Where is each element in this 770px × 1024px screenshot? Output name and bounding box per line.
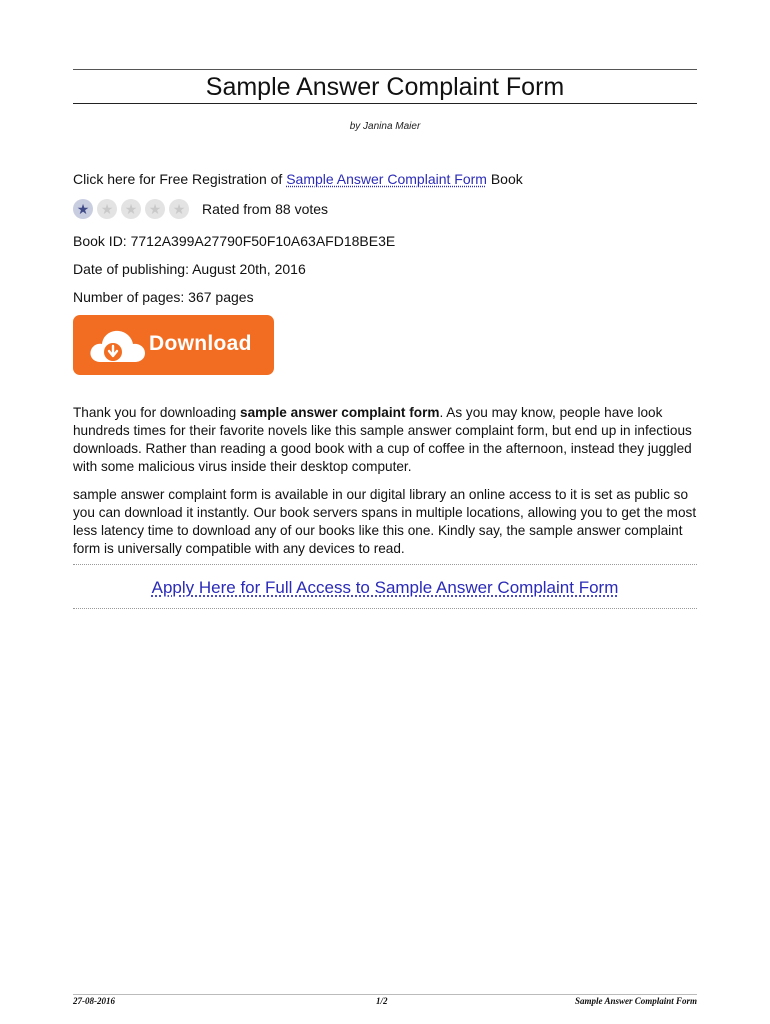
author-byline: by Janina Maier [349, 121, 421, 132]
apply-link-row [0, 577, 770, 599]
star-icon-2[interactable]: ★ [97, 199, 117, 219]
footer-title: Sample Answer Complaint Form [575, 996, 697, 1006]
page-count: Number of pages: 367 pages [73, 289, 254, 305]
star-icon-4[interactable]: ★ [145, 199, 165, 219]
download-label: Download [149, 332, 252, 355]
registration-line [73, 170, 523, 188]
intro-text-end: . As you may know, people have look hundreds times for their favorite novels like this sample answer complaint form, but end up in infectious downloads. Rather than reading a good book with a cup of coffee in the afternoon, instead they juggled with some malicious virus inside their desktop computer. [73, 405, 692, 474]
star-icon-5[interactable]: ★ [169, 199, 189, 219]
title-underline [73, 103, 697, 104]
registration-suffix: Book [486, 171, 523, 187]
dotted-divider-top [73, 564, 697, 565]
footer-page-number: 1/2 [376, 996, 388, 1006]
dotted-divider-bottom [73, 608, 697, 609]
top-rule [73, 69, 697, 70]
intro-bold-title: sample answer complaint form [240, 405, 440, 420]
intro-text-start: Thank you for downloading [73, 405, 241, 420]
star-icon-1[interactable]: ★ [73, 199, 93, 219]
footer-date: 27-08-2016 [73, 996, 115, 1006]
book-id: Book ID: 7712A399A27790F50F10A63AFD18BE3E [73, 233, 396, 249]
apply-link[interactable]: Apply Here for Full Access to Sample Answer Complaint Form [151, 578, 619, 597]
availability-paragraph: sample answer complaint form is available in our digital library an online access to it is set as public so you can download it instantly. Our book servers spans in multiple locations, allowing you to get the most less latency time to download any of our books like this one. Kindly say, the sample answer complaint form is universally compatible with any devices to read. [73, 487, 697, 556]
rating-text: Rated from 88 votes [202, 201, 329, 217]
registration-prefix: Click here for Free Registration of [73, 171, 287, 187]
cloud-download-icon [87, 326, 149, 366]
publish-date: Date of publishing: August 20th, 2016 [73, 261, 306, 277]
registration-link[interactable]: Sample Answer Complaint Form [286, 171, 487, 187]
footer-rule [73, 994, 697, 995]
download-button[interactable] [73, 315, 274, 375]
star-icon-3[interactable]: ★ [121, 199, 141, 219]
star-rating[interactable] [73, 199, 189, 219]
intro-paragraph [73, 404, 701, 476]
page-title: Sample Answer Complaint Form [205, 73, 565, 101]
